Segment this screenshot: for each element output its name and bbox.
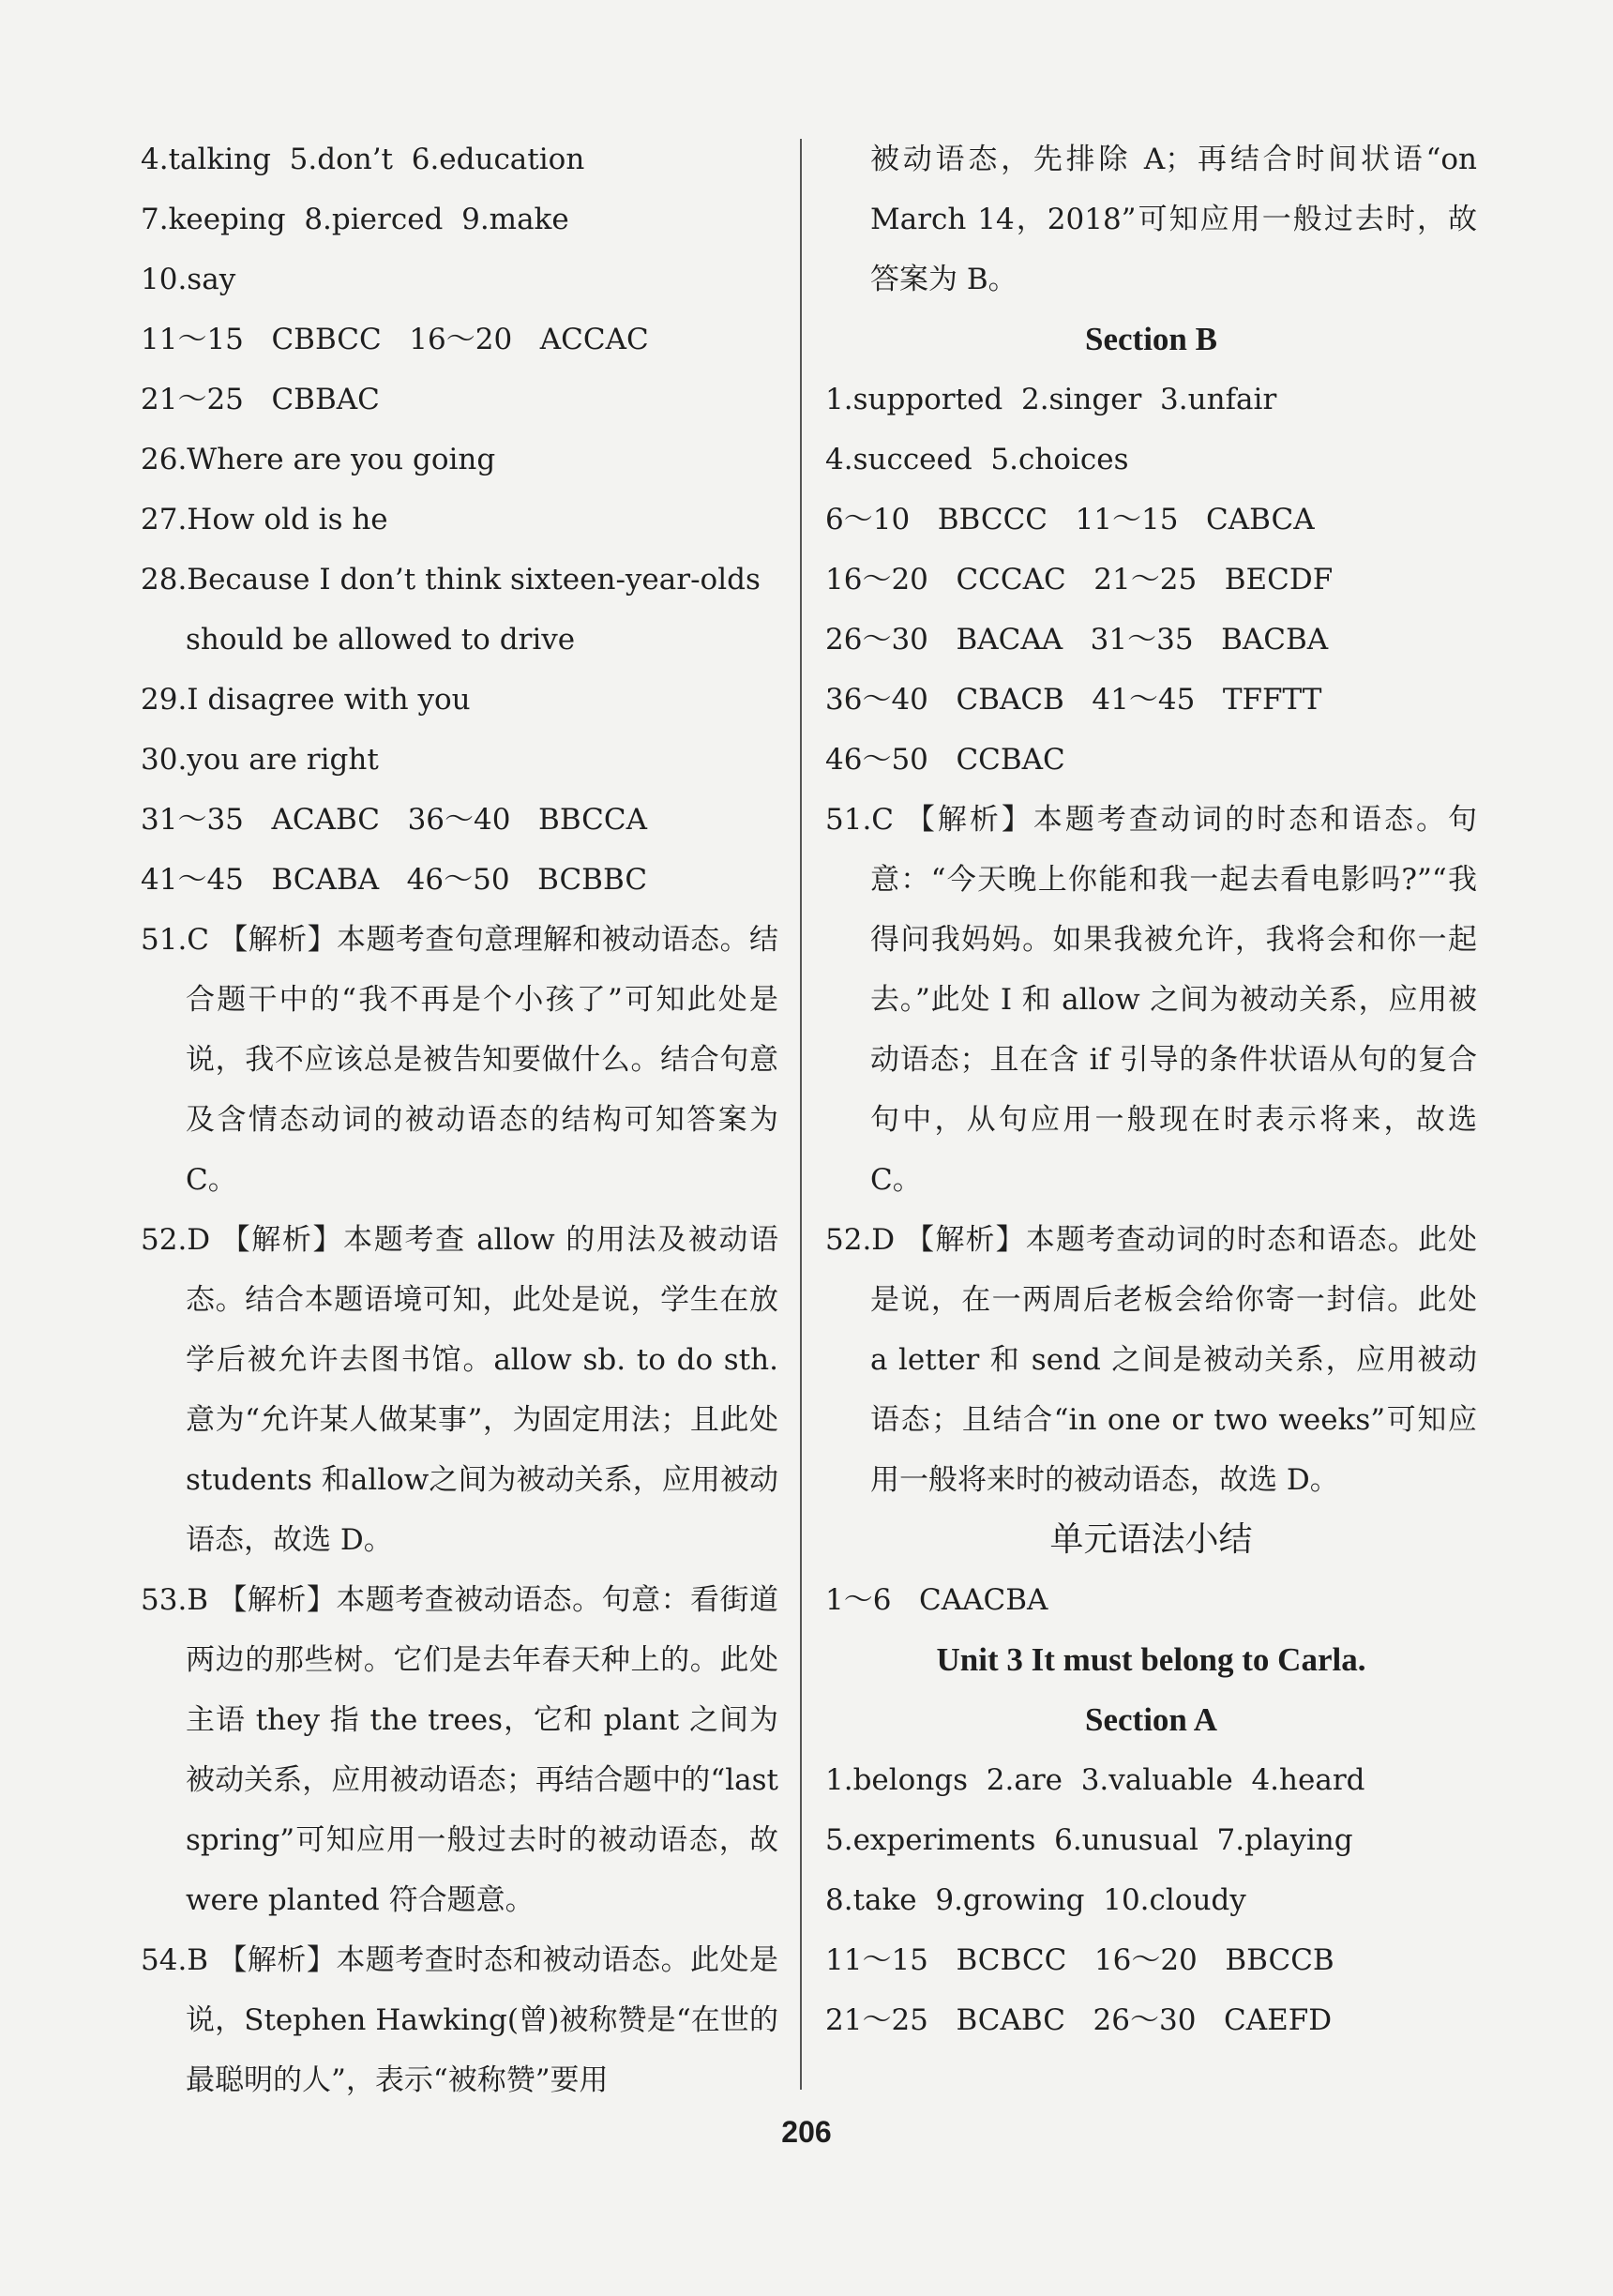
answer-line: 30.you are right: [141, 743, 379, 777]
column-divider: [800, 139, 802, 2090]
explanation-51: 51.C 【解析】本题考查动词的时态和语态。句意：“今天晚上你能和我一起去看电影吗?”“我得问我妈妈。如果我被允许，我将会和你一起去。”此处 I 和 allow 之间为被动关系，应用被动语态；且在含 if 引导的条件状语从句的复合句中，从句应用一般现在时表示将来，故选 C。: [825, 803, 1477, 1197]
section-b-heading: Section B: [1085, 321, 1217, 357]
answer-line: 21～25 CBBAC: [141, 383, 380, 416]
page-number: 206: [781, 2115, 832, 2149]
answer-line: 1.belongs 2.are 3.valuable 4.heard: [825, 1763, 1365, 1797]
left-column: [141, 129, 778, 2110]
right-column: [825, 129, 1477, 2050]
answer-line: 28.Because I don’t think sixteen-year-olds: [141, 563, 761, 597]
answer-line: 21～25 BCABC 26～30 CAEFD: [825, 2003, 1333, 2037]
answer-line: 11～15 BCBCC 16～20 BBCCB: [825, 1943, 1334, 1977]
answer-line: 26～30 BACAA 31～35 BACBA: [825, 623, 1329, 657]
answer-line: 1～6 CAACBA: [825, 1583, 1048, 1617]
explanation-52: 52.D 【解析】本题考查 allow 的用法及被动语态。结合本题语境可知，此处是说，学生在放学后被允许去图书馆。allow sb. to do sth.意为“允许某人做某事”，为固定用法；且此处 students 和allow之间为被动关系，应用被动语态，故选 D。: [141, 1223, 778, 1557]
answer-line: 36～40 CBACB 41～45 TFFTT: [825, 683, 1322, 717]
answer-line: 46～50 CCBAC: [825, 743, 1065, 777]
answer-line: 6～10 BBCCC 11～15 CABCA: [825, 503, 1315, 536]
explanation-54: 54.B 【解析】本题考查时态和被动语态。此处是说，Stephen Hawking(曾)被称赞是“在世的最聪明的人”，表示“被称赞”要用: [141, 1943, 778, 2097]
answer-line: 26.Where are you going: [141, 443, 496, 476]
answer-line-continuation: should be allowed to drive: [186, 623, 576, 657]
grammar-summary-heading: 单元语法小结: [1049, 1520, 1253, 1559]
answer-line: 11～15 CBBCC 16～20 ACCAC: [141, 323, 649, 356]
explanation-51: 51.C 【解析】本题考查句意理解和被动语态。结合题干中的“我不再是个小孩了”可知此处是说，我不应该总是被告知要做什么。结合句意及含情态动词的被动语态的结构可知答案为 C。: [141, 923, 778, 1197]
answer-line: 16～20 CCCAC 21～25 BECDF: [825, 563, 1334, 597]
unit-heading: Unit 3 It must belong to Carla.: [936, 1641, 1366, 1678]
answer-line: 5.experiments 6.unusual 7.playing: [825, 1823, 1353, 1857]
answer-line: 31～35 ACABC 36～40 BBCCA: [141, 803, 648, 837]
answer-line: 41～45 BCABA 46～50 BCBBC: [141, 863, 648, 897]
answer-line: 1.supported 2.singer 3.unfair: [825, 383, 1277, 416]
explanation-52: 52.D 【解析】本题考查动词的时态和语态。此处是说，在一两周后老板会给你寄一封信。此处 a letter 和 send 之间是被动关系，应用被动语态；且结合“in one or two weeks”可知应用一般将来时的被动语态，故选 D。: [825, 1223, 1477, 1497]
answer-line: 29.I disagree with you: [141, 683, 471, 717]
answer-line: 4.talking 5.don’t 6.education: [141, 143, 585, 176]
answer-line: 8.take 9.growing 10.cloudy: [825, 1883, 1246, 1917]
answer-line: 27.How old is he: [141, 503, 388, 536]
section-a-heading: Section A: [1085, 1701, 1217, 1738]
explanation-54-continued: 被动语态，先排除 A；再结合时间状语“on March 14，2018”可知应用一般过去时，故答案为 B。: [870, 143, 1477, 296]
answer-line: 10.say: [141, 263, 236, 296]
answer-line: 7.keeping 8.pierced 9.make: [141, 203, 569, 236]
explanation-53: 53.B 【解析】本题考查被动语态。句意：看街道两边的那些树。它们是去年春天种上的。此处主语 they 指 the trees，它和 plant 之间为被动关系，应用被动语态；再结合题中的“last spring”可知应用一般过去时的被动语态，故 were planted 符合题意。: [141, 1583, 778, 1917]
answer-line: 4.succeed 5.choices: [825, 443, 1129, 476]
